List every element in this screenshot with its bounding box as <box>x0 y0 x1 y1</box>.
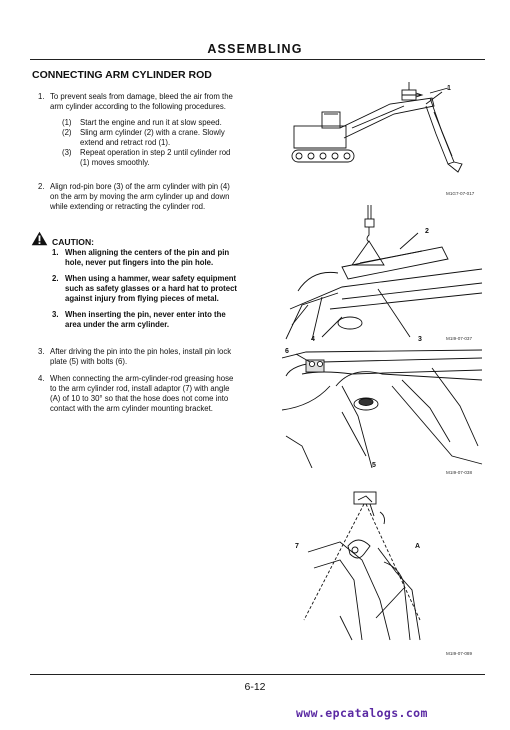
step-3-number: 3. <box>38 347 45 356</box>
step-4-line-1: When connecting the arm-cylinder-rod greasing hose <box>50 374 234 383</box>
figure-2-callout-4: 4 <box>311 336 315 343</box>
step-4-line-2: to the arm cylinder rod, install adaptor (7) with angle <box>50 384 230 393</box>
step-1-line-1: To prevent seals from damage, bleed the air from the <box>50 92 233 101</box>
step-1-sub-2-line-1: Sling arm cylinder (2) with a crane. Slowly <box>80 128 225 137</box>
step-2-number: 2. <box>38 182 45 191</box>
step-1-sub-1-line-1: Start the engine and run it at slow speed. <box>80 118 222 127</box>
figure-1-id: M1G7-07-017 <box>446 191 475 196</box>
caution-2-line-2: such as safety glasses or a hard hat to protect <box>65 284 238 293</box>
step-4-line-4: contact with the arm cylinder mounting bracket. <box>50 404 213 413</box>
figure-3-callout-6: 6 <box>285 348 289 355</box>
caution-2-line-3: against injury from flying pieces of metal. <box>65 294 219 303</box>
caution-2-line-1: When using a hammer, wear safety equipment <box>65 274 237 283</box>
step-3-line-1: After driving the pin into the pin holes, install pin lock <box>50 347 232 356</box>
figure-1-callout-1: 1 <box>447 85 451 92</box>
figure-2-callout-2: 2 <box>425 228 429 235</box>
figure-2-arm-cylinder-illustration <box>282 205 484 340</box>
step-1-sub-3-line-1: Repeat operation in step 2 until cylinder rod <box>80 148 231 157</box>
step-1-sub-2-number: (2) <box>62 128 72 137</box>
section-title: CONNECTING ARM CYLINDER ROD <box>32 69 212 81</box>
step-2-line-2: on the arm by moving the arm cylinder up and down <box>50 192 230 201</box>
header-rule <box>30 59 485 60</box>
step-2-line-3: while extending or retracting the cylinder rod. <box>50 202 206 211</box>
page-number: 6-12 <box>244 681 266 693</box>
step-2-line-1: Align rod-pin bore (3) of the arm cylinder with pin (4) <box>50 182 230 191</box>
caution-1-line-2: hole, never put fingers into the pin hole. <box>65 258 214 267</box>
warning-triangle-icon <box>31 231 48 246</box>
caution-1-number: 1. <box>52 248 59 257</box>
step-1-sub-1-number: (1) <box>62 118 72 127</box>
figure-3-pin-lock-plate-illustration <box>282 346 484 468</box>
step-4-number: 4. <box>38 374 45 383</box>
step-1-sub-3-number: (3) <box>62 148 72 157</box>
caution-3-line-2: area under the arm cylinder. <box>65 320 170 329</box>
step-1-number: 1. <box>38 92 45 101</box>
step-1-sub-2-line-2: extend and retract rod (1). <box>80 138 171 147</box>
step-1-sub-3-line-2: (1) moves smoothly. <box>80 158 150 167</box>
figure-3-id: M1I9-07-038 <box>446 470 473 475</box>
caution-2-number: 2. <box>52 274 59 283</box>
caution-1-line-1: When aligning the centers of the pin and pin <box>65 248 230 257</box>
figure-2-id: M1I9-07-037 <box>446 336 473 341</box>
figure-1-excavator-illustration <box>282 82 484 182</box>
figure-4-id: M1I9-07-089 <box>446 651 473 656</box>
caution-3-line-1: When inserting the pin, never enter into the <box>65 310 226 319</box>
caution-title: CAUTION: <box>52 237 95 247</box>
step-4-line-3: (A) of 10 to 30° so that the hose does not come into <box>50 394 229 403</box>
page-header-title: ASSEMBLING <box>207 42 303 56</box>
footer-rule <box>30 674 485 675</box>
figure-3-callout-5: 5 <box>372 462 376 469</box>
figure-4-callout-A: A <box>415 543 421 550</box>
caution-3-number: 3. <box>52 310 59 319</box>
figure-4-callout-7: 7 <box>295 543 299 550</box>
figure-4-adaptor-angle-illustration <box>300 490 484 646</box>
figure-2-callout-3: 3 <box>418 336 422 343</box>
step-1-line-2: arm cylinder according to the following procedures. <box>50 102 226 111</box>
watermark-link[interactable]: www.epcatalogs.com <box>296 706 428 720</box>
step-3-line-2: plate (5) with bolts (6). <box>50 357 128 366</box>
